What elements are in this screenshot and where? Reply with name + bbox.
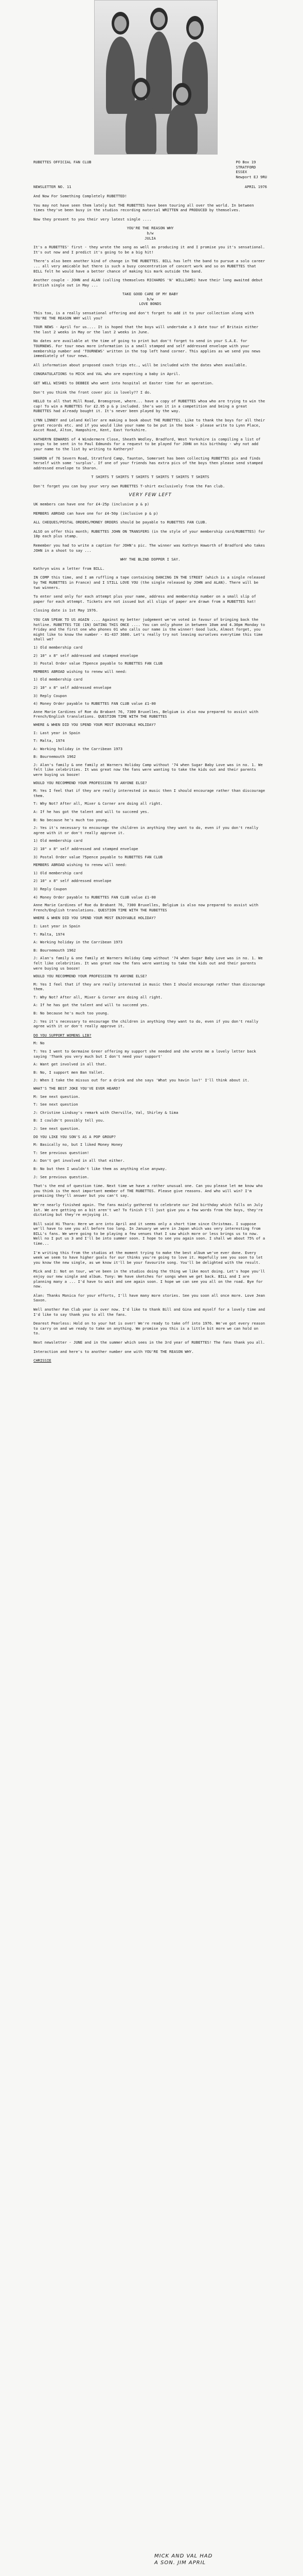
questionnaire-line: B: No because he's much too young.: [33, 1011, 110, 1016]
tshirt-banner: T SHIRTS T SHIRTS T SHIRTS T SHIRTS T SHIRTS T SHIRTS: [91, 474, 209, 480]
interview-line: DO YOU LIKE YOU SON'S AS A POP GROUP?: [33, 1134, 116, 1139]
questionnaire-line: WOULD YOU RECOMMEND YOUR PROFESSION TO ANYONE ELSE?: [33, 780, 147, 785]
questionnaire-line: 2) 10" x 8" self addressed and stamped envelope: [33, 846, 138, 851]
interview-line: T: Yes I went to Germaine Greer offering my support she needed and she wrote me a lovely letter back saying 'Thank you very much but I don't need your support': [33, 1049, 259, 1059]
interview-line: J: Christine Lindsay's remark with Cherville, Val, Shirley & Sima: [33, 1110, 179, 1115]
interview-line: M: Basically no, but I liked Money Honey: [33, 1142, 123, 1147]
section-8: This too, is a really sensational offering and don't forget to add it to your collection along with YOU'RE THE REASON WHY will you?: [33, 311, 256, 320]
questionnaire-line: WOULD YOU RECOMMEND YOUR PROFESSION TO ANYONE ELSE?: [33, 974, 147, 979]
club-name: RUBETTES OFFICIAL FAN CLUB: [33, 160, 92, 164]
questionnaire-line: 1) Old membership card: [33, 870, 83, 875]
club-address: PO Box 19 STRATFORD ESSEX Newport EJ 9RU: [236, 160, 267, 179]
closing-paragraph: We're nearly finished again. The fans mainly gathered to celebrate our 2nd birthday which falls on July 1st. We are getting on a bit aren't we? To finish I'll just give you a few words from the boys, they're dictating but they're enjoying it.: [33, 1202, 265, 1217]
questionnaire-line: Anne Marie Cardines of Roe du Brabant 76, 7300 Bruxelles, Belgium is also now prepared to assist with French/English translations. QUESTION TIME WITH THE RUBETTES: [33, 709, 261, 719]
intro-line: And Now For Something Completely RUBETTED!: [33, 193, 127, 198]
interview-heading: DO YOU SUPPORT WOMENS LIB?: [33, 1032, 92, 1038]
interview-line: J: See next question.: [33, 1126, 80, 1131]
closing-paragraph: I'm writing this from the studios at the moment trying to make the best album we've ever done. Every week we seem to have higher goals for our thinks you're going to love it. Hopefully see you soon to let you know the new single, as we know it'll be your favourite song. You'll be delighted with the result.: [33, 1250, 265, 1265]
section-16: LYNN LINNEY and Leland Keller are making a book about THE RUBETTES. Like to thank the boys for all their great records etc. and if you would like your name to be put in the book - please write to Lynn Place, Ascot Road, Alton, Hampshire, Kent, East Yorkshire.: [33, 417, 268, 433]
questionnaire-line: A: If he has got the talent and will to succeed yes.: [33, 1003, 150, 1008]
get-well: GET WELL WISHES to DEBBIE who went into hospital at Easter time for an operation.: [33, 381, 214, 385]
questionnaire-line: M: Yes I feel that if they are really interested in music then I should encourage rather than discourage them.: [33, 788, 268, 798]
congratulations: CONGRATULATIONS to MICK and VAL who are expecting a baby in April.: [33, 371, 181, 377]
interview-line: T: See next question: [33, 1102, 78, 1107]
interview-line: WHAT'S THE BEST JOKE YOU'VE EVER HEARD?: [33, 1086, 120, 1091]
contest-5: To enter send only for each attempt plus your name, address and membership number on a small slip of paper for each attempt. Tickets are not issued but all slips of paper are drawn from a RUBETTES hat!: [33, 594, 259, 604]
contest-7: YOU CAN SPEAK TO US AGAIN .... Against my better judgement we've voted in favour of bringing back the hotline. RUBETTES TIE (IN) DATING THIS ONCE .... You can only phone in between 10am and 4.30pm Monday to Friday and the first one who phones 01 who calls our name is the winner! Good luck, Almost forget, you might like to know the number - 01-437 3600. Let's really try not leaving ourselves everytime this time shall we?: [33, 617, 268, 642]
closing-paragraph: Mick and I: Not on tour, we've been in the studios doing the thing we like most doing. Let's hope you'll enjoy our new single and album. Tony: We have sketches for songs when we get back. BILL and I are planning many a ... I'd have to wait and see again soon. I hope we can see you all on the road. Bye for now.: [33, 1269, 268, 1289]
contest-1: Remember you had to write a caption for JOHN's pic. The winner was Kathryn Haworth of Bradford who takes JOHN in a shoot to say ...: [33, 543, 268, 553]
closing-paragraph: Bill said Hi Thara: Here we are into April and it seems only a short time since Christmas. I suppose we'll have to see you all before too long. In January we were in Japan which was very interesting from BILL's fans. We were going to be playing a few venues that I saw which more or less brings us to now. Well no I put us 3 and I'll be into summer soon. I hope to see you again soon. I shall we about 75% of a time...: [33, 1221, 268, 1246]
section-1: You may not have seen them lately but THE RUBETTES have been touring all over the world. In between times they've been busy in the studios recording material WRITTEN and PRODUCED by themselves.: [33, 202, 256, 213]
contest-3: Kathryn wins a letter from BILL.: [33, 566, 105, 571]
closing-section: [33, 1183, 267, 1354]
section-5: There's also been another kind of change in THE RUBETTES. BILL has left the band to pursue a solo career ... all very amicable but there is such a busy concentration of concert work and so on RUBETTES that BILL felt he would have a better chance of making his mark outside the band.: [33, 259, 268, 274]
questionnaire-line: J: Alan's family & one family at Warners Holiday Camp without '74 when Sugar Baby Love was in no. 1. We felt like celebrities. It was great now the fans were wanting to take the kids out and their parents were buying us booze!: [33, 762, 265, 777]
tshirt-handwritten: VERY FEW LEFT: [129, 492, 172, 498]
questionnaire-line: MEMBERS ABROAD wishing to renew will need:: [33, 669, 127, 674]
band-photo: [94, 0, 218, 155]
questionnaire-line: J: Yes it's necessary to encourage the children in anything they want to do, even if you don't really agree with it or don't really approve it.: [33, 825, 261, 835]
interview-line: J: See previous question.: [33, 1174, 90, 1179]
tshirt-p3: MEMBERS ABROAD can have one for £4-50p (inclusive p & p): [33, 511, 158, 516]
questionnaire-line: 2) 10" x 8" self addressed envelope: [33, 685, 112, 690]
questionnaire-line: WHERE & WHEN DID YOU SPEND YOUR MOST ENJOYABLE HOLIDAY?: [33, 722, 156, 727]
questionnaire-line: A: Working holiday in the Carribean 1973: [33, 940, 123, 945]
single-title: YOU'RE THE REASON WHY b/w JULIA: [127, 226, 174, 241]
questionnaire-line: 1) Old membership card: [33, 677, 83, 682]
questionnaire-line: 1) Old membership card: [33, 645, 83, 650]
interview-line: B: I couldn't possibly tell you.: [33, 1118, 105, 1123]
questionnaire-line: T: Malta, 1974: [33, 931, 65, 937]
section-14: Don't you think the front cover pic is lovely?? I do.: [33, 389, 152, 395]
interview-line: A: Don't get involved in all that either.: [33, 1158, 125, 1163]
section-17: KATHERYN EDWARDS of 4 Windermere Close, Sheath Wedley, Bradford, West Yorkshire is compiling a list of songs to be sent in to Paul Edmunds for a request to be played for JOHN on his birthday - why not add your name to the list by writing to Katheryn?: [33, 436, 263, 451]
closing-paragraph: Interaction and here's to another number one with YOU'RE THE REASON WHY.: [33, 1349, 194, 1354]
closing-paragraph: Alan: Thanks Monica for your efforts, I'll have many more stories. See you soon all once more. Love Jean Saxon.: [33, 1293, 268, 1303]
single-title-2: TAKE GOOD CARE OF MY BABY b/w LOVE BONDS: [122, 292, 179, 307]
newsletter-line: [33, 184, 267, 190]
questionnaire-line: 4) Money Order payable to RUBETTES FAN CLUB value £1-00: [33, 701, 156, 706]
questionnaire-line: J: Yes it's necessary to encourage the children in anything they want to do, even if you don't really agree with it or don't really approve it.: [33, 1019, 261, 1029]
tshirt-p2: UK members can have one for £4-25p (inclusive p & p): [33, 502, 150, 507]
footer-label: CHRISSIE: [33, 1358, 51, 1363]
tshirt-p5: ALSO on offer this month; RUBETTES JOHN ON TRANSFERS (in the style of your membership card/RUBETTES) for 10p each plus stamp.: [33, 529, 268, 539]
questionnaire-line: 1) Old membership card: [33, 838, 83, 843]
questionnaire-line: T: Why Not? After all, Mixer & Corner are doing all right.: [33, 994, 163, 999]
section-6: Another couple - JOHN and ALAN (calling themselves RICHARDS 'N' WILLIAMS) have their long awaited debut British single out in May ...: [33, 278, 265, 287]
questionnaire-line: 2) 10" x 8" self addressed envelope: [33, 878, 112, 884]
tour-news: TOUR NEWS - April for us.... It is hoped that the boys will undertake a 3 date tour of Britain either the last 2 weeks in May or the last 2 weeks in June.: [33, 325, 261, 334]
questionnaire-line: WHERE & WHEN DID YOU SPEND YOUR MOST ENJOYABLE HOLIDAY?: [33, 916, 156, 921]
section-10: No dates are available at the time of going to print but don't forget to send in your S.A.E. for TOURNEWS. For tour news more information is a small stamped and self addressed envelope with your membership number and 'TOURNEWS' written in the top left hand corner. This applies as we send you news immediately of tour news.: [33, 338, 263, 359]
questionnaire-line: 3) Reply Coupon: [33, 693, 67, 698]
interview-line: M: See next question.: [33, 1094, 80, 1099]
section-18: SHARON of 76 Severn Road, Stratford Camp, Taunton, Somerset has been collecting RUBETTES pix and finds herself with some 'surplus'. If one of your friends has extra pics of the boys then please send stamped addressed envelope to Sharon.: [33, 455, 265, 470]
questionnaire-line: B: Bournemouth 1962: [33, 754, 76, 759]
questionnaire-line: J: Alan's family & one family at Warners Holiday Camp without '74 when Sugar Baby Love was in no. 1. We felt like celebrities. It was great now the fans were wanting to take the kids out and their parents were buying us booze!: [33, 956, 265, 971]
interview-line: B: No, I support men Ban Vallet.: [33, 1070, 105, 1075]
questionnaire-line: 4) Money Order payable to RUBETTES FAN CLUB value £1-00: [33, 894, 156, 900]
questionnaire-line: 3) Reply Coupon: [33, 886, 67, 891]
questionnaire-line: Anne Marie Cardines of Roe du Brabant 76, 7300 Bruxelles, Belgium is also now prepared to assist with French/English translations. QUESTION TIME WITH THE RUBETTES: [33, 903, 261, 912]
newsletter-date: APRIL 1976: [244, 184, 267, 190]
questionnaire-line: B: Bournemouth 1962: [33, 947, 76, 953]
interview-line: J: When I take the missus out for a drink and she says 'What you havin luv?' I'll think about it.: [33, 1078, 249, 1083]
questionnaire-line: I: Last year in Spain: [33, 730, 80, 735]
closing-paragraph: Next newsletter - JUNE and in the summer which sees in the 3rd year of RUBETTES! The fans thank you all.: [33, 1340, 265, 1345]
contest-4: IN COMP this time, and I am ruffling a tape containing DANCING IN THE STREET (which is a single released by THE RUBETTES in France) and I STILL LOVE YOU (the single released by JOHN and ALAN). There will be two winners.: [33, 575, 268, 590]
questionnaire-line: M: Yes I feel that if they are really interested in music then I should encourage rather than discourage them.: [33, 981, 268, 992]
questionnaire-line: A: If he has got the talent and will to succeed yes.: [33, 809, 150, 815]
interview-items: [33, 1041, 267, 1179]
tshirt-p4: ALL CHEQUES/POSTAL ORDERS/MONEY ORDERS should be payable to RUBETTES FAN CLUB.: [33, 520, 207, 525]
questionnaire-line: I: Last year in Spain: [33, 923, 80, 928]
interview-line: T: See previous question!: [33, 1150, 90, 1155]
questionnaire-line: T: Malta, 1974: [33, 738, 65, 743]
handwritten-note: MICK AND VAL HAD A SON. JIM APRIL: [154, 2553, 213, 2566]
interview-line: B: No but then I wouldn't like them as anything else anyway.: [33, 1166, 167, 1171]
header-block: [33, 160, 267, 179]
questionnaire-line: B: No because he's much too young.: [33, 817, 110, 822]
section-11: All information about proposed coach trips etc., will be included with the dates when available.: [33, 362, 247, 367]
section-4: It's a RUBETTES' first - they wrote the song as well as producing it and I promise you it's sensational. It's out now and I predict it's going to be a big hit!: [33, 245, 268, 255]
contest-2: WHY THE BLIND DOPPER I SAY.: [120, 557, 181, 562]
questionnaire-line: 2) 10" x 8" self addressed and stamped envelope: [33, 653, 138, 658]
questionnaire-line: T: Why Not? After all, Mixer & Corner are doing all right.: [33, 801, 163, 806]
closing-paragraph: Well another Fan Club year is over now. I'd like to thank Bill and Gina and myself for a lovely time and I'd like to say thank you to all the fans.: [33, 1307, 268, 1317]
section-15: HELLO to all that Mill Road, Bromsgrove, where... have a copy of RUBETTES whoa who are trying to win the cup! To win a RUBETTES for £2.95 p & p included. She's won it in a competition and being a great RUBETTES had already bought it. It's never been played by the way.: [33, 399, 268, 414]
interview-line: M: No: [33, 1041, 45, 1046]
questionnaire-line: MEMBERS ABROAD wishing to renew will need:: [33, 862, 127, 868]
closing-paragraph: That's the end of question time. Next time we have a rather unusual one. Can you please let me know who you think is the most important member of THE RUBETTES. Please give reasons. And who will win? I'm promising they'll answer but you can't say.: [33, 1183, 265, 1198]
questionnaire-line: 3) Postal Order value 75pence payable to RUBETTES FAN CLUB: [33, 661, 163, 666]
section-2: Now they present to you their very latest single ....: [33, 216, 152, 222]
contest-6: Closing date is 1st May 1976.: [33, 608, 98, 613]
tshirt-p1: Don't forget you can buy your very own RUBETTES T-shirt exclusively from the Fan club.: [33, 483, 225, 488]
newsletter-number: NEWSLETTER NO. 11: [33, 184, 72, 190]
questionnaires: [33, 645, 267, 1029]
questionnaire-line: 3) Postal Order value 75pence payable to RUBETTES FAN CLUB: [33, 854, 163, 859]
interview-line: A: Want get involved in all that.: [33, 1062, 107, 1067]
questionnaire-line: A: Working holiday in the Carribean 1973: [33, 746, 123, 751]
closing-paragraph: Dearest Pearless: Hold on to your hat is over! We're ready to take off into 1976. We've got every reason to carry on and we ready to take on anything. We promise you this is a little bit more we can hold on to.: [33, 1321, 268, 1336]
